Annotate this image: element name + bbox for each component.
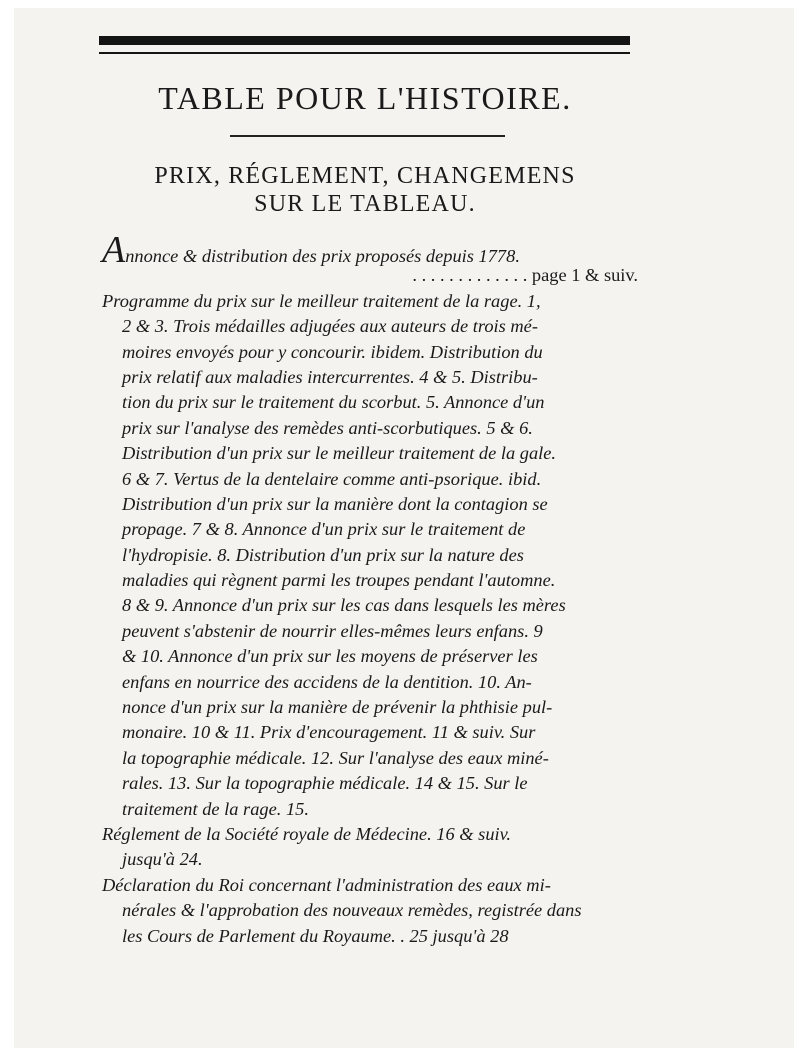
entry-line: 2 & 3. Trois médailles adjugées aux auteurs de trois mé-	[122, 316, 538, 337]
page-title: TABLE POUR L'HISTOIRE.	[158, 80, 572, 116]
title-divider	[230, 135, 505, 137]
table-entries	[102, 229, 638, 949]
entry-annonce-line-2: . . . . . . . . . . . . . page 1 & suiv.	[412, 265, 638, 286]
entry-line: jusqu'à 24.	[122, 849, 203, 870]
entry-line: maladies qui règnent parmi les troupes pendant l'automne.	[122, 570, 556, 591]
entry-line: l'hydropisie. 8. Distribution d'un prix sur la nature des	[122, 544, 524, 565]
entry-line: les Cours de Parlement du Royaume. . 25 jusqu'à 28	[122, 925, 509, 946]
entry-line: prix relatif aux maladies intercurrentes. 4 & 5. Distribu-	[122, 366, 538, 387]
entry-line: Déclaration du Roi concernant l'administration des eaux mi-	[102, 874, 551, 895]
entry-line: nonce d'un prix sur la manière de prévenir la phthisie pul-	[122, 697, 553, 718]
entry-reglement	[102, 822, 638, 873]
entry-line: peuvent s'abstenir de nourrir elles-mêmes leurs enfans. 9	[122, 620, 543, 641]
entry-annonce-line-1	[102, 229, 638, 271]
entry-line: traitement de la rage. 15.	[122, 798, 309, 819]
header-thin-rule	[99, 52, 630, 54]
entry-programme	[102, 289, 638, 822]
entry-declaration	[102, 873, 638, 949]
header-thick-rule	[99, 36, 630, 45]
entry-line: moires envoyés pour y concourir. ibidem. Distribution du	[122, 341, 543, 362]
entry-line: monaire. 10 & 11. Prix d'encouragement. 11 & suiv. Sur	[122, 722, 536, 743]
entry-line: la topographie médicale. 12. Sur l'analyse des eaux miné-	[122, 747, 549, 768]
entry-line: Réglement de la Société royale de Médecine. 16 & suiv.	[102, 823, 512, 844]
section-title	[100, 162, 630, 218]
entry-annonce-text: nnonce & distribution des prix proposés depuis 1778.	[125, 246, 520, 266]
entry-line: nérales & l'approbation des nouveaux remèdes, registrée dans	[122, 900, 582, 921]
section-title-line-1: PRIX, RÉGLEMENT, CHANGEMENS	[154, 163, 576, 189]
drop-cap: A	[102, 229, 126, 271]
entry-line: Distribution d'un prix sur le meilleur traitement de la gale.	[122, 443, 557, 464]
entry-line: 8 & 9. Annonce d'un prix sur les cas dans lesquels les mères	[122, 595, 566, 616]
entry-line: 6 & 7. Vertus de la dentelaire comme anti-psorique. ibid.	[122, 468, 542, 489]
entry-line: rales. 13. Sur la topographie médicale. 14 & 15. Sur le	[122, 773, 528, 794]
entry-line: & 10. Annonce d'un prix sur les moyens de préserver les	[122, 646, 538, 667]
entry-line: enfans en nourrice des accidens de la dentition. 10. An-	[122, 671, 532, 692]
entry-line: propage. 7 & 8. Annonce d'un prix sur le traitement de	[122, 519, 526, 540]
entry-line: prix sur l'analyse des remèdes anti-scorbutiques. 5 & 6.	[122, 417, 533, 438]
entry-line: tion du prix sur le traitement du scorbut. 5. Annonce d'un	[122, 392, 545, 413]
section-title-line-2: SUR LE TABLEAU.	[254, 191, 476, 217]
entry-line: Distribution d'un prix sur la manière dont la contagion se	[122, 493, 548, 514]
entry-line: Programme du prix sur le meilleur traitement de la rage. 1,	[102, 290, 541, 311]
